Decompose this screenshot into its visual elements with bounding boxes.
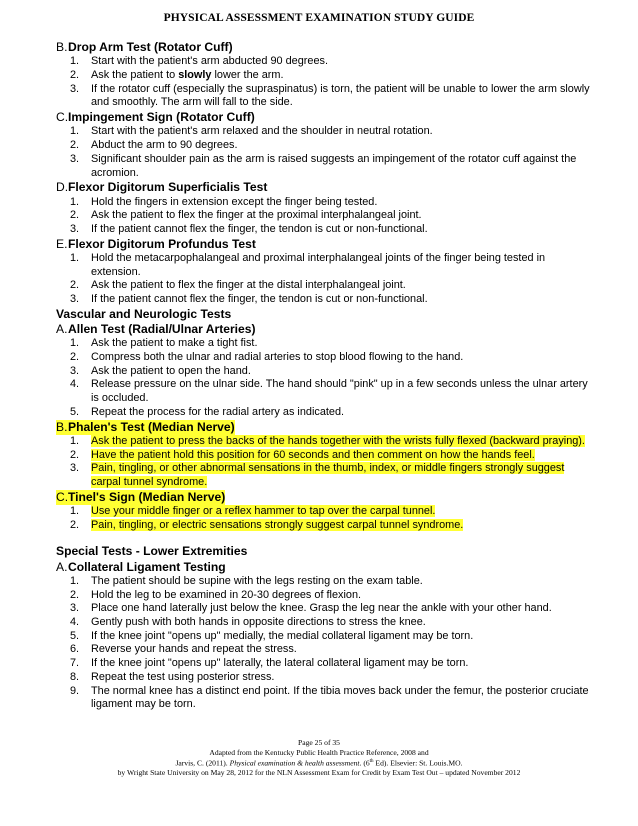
list-item (56, 337, 596, 351)
section-title: Collateral Ligament Testing (68, 559, 226, 574)
list-item (56, 223, 596, 237)
item-number: 2. (70, 279, 80, 292)
list-item (56, 449, 596, 463)
page-header: PHYSICAL ASSESSMENT EXAMINATION STUDY GUIDE (163, 12, 475, 24)
citation-publisher: Ed). Elsevier: St. Louis.MO. (373, 758, 463, 768)
collateral-steps (56, 575, 596, 712)
item-number: 3. (70, 82, 80, 95)
list-item (56, 69, 596, 83)
item-number: 2. (70, 139, 80, 152)
item-number: 2. (70, 448, 80, 461)
tinel-steps (56, 505, 596, 532)
item-text: Ask the patient to make a tight fist. (91, 337, 258, 350)
section-title: Drop Arm Test (Rotator Cuff) (68, 40, 233, 54)
list-item (56, 505, 596, 519)
list-item (56, 196, 596, 210)
item-number: 1. (70, 337, 80, 350)
item-text: If the knee joint "opens up" medially, the medial collateral ligament may be torn. (91, 629, 474, 642)
list-item (56, 252, 596, 279)
allen-steps (56, 337, 596, 419)
section-letter: C. (56, 489, 69, 504)
page-number: Page 25 of 35 (298, 738, 340, 747)
list-item (56, 125, 596, 139)
item-number: 1. (70, 434, 80, 447)
footer-line-2 (0, 757, 638, 768)
drop-arm-steps (56, 55, 596, 110)
list-item (56, 365, 596, 379)
item-text: Repeat the process for the radial artery as indicated. (91, 405, 345, 418)
phalen-steps (56, 435, 596, 490)
list-item (56, 279, 596, 293)
item-text (91, 435, 596, 449)
list-item (56, 83, 596, 110)
list-item (56, 575, 596, 589)
item-text: Gently push with both hands in opposite directions to stress the knee. (91, 616, 426, 629)
item-number: 2. (70, 209, 80, 222)
highlighted-text: Have the patient hold this position for 60 seconds and then comment on how the hands feel. (91, 448, 535, 461)
section-phalens-test (56, 420, 596, 435)
section-title: Flexor Digitorum Profundus Test (68, 236, 256, 251)
item-text: The patient should be supine with the legs resting on the exam table. (91, 574, 423, 587)
list-item (56, 602, 596, 616)
section-letter: A. (56, 559, 68, 574)
item-number: 1. (70, 195, 80, 208)
list-item (56, 519, 596, 533)
list-item (56, 671, 596, 685)
profundus-steps (56, 252, 596, 307)
vascular-neurologic-heading: Vascular and Neurologic Tests (56, 306, 232, 321)
item-text: Hold the fingers in extension except the finger being tested. (91, 195, 378, 208)
item-text: Ask the patient to flex the finger at the proximal interphalangeal joint. (91, 209, 422, 222)
item-text: The normal knee has a distinct end point. If the tibia moves back under the femur, the posterior cruciate ligament may be torn. (91, 684, 589, 711)
section-letter: B. (56, 40, 68, 54)
list-item (56, 462, 596, 489)
item-text: If the rotator cuff (especially the supraspinatus) is torn, the patient will be unable to lower the arm slowly and smoothly. The arm will fall to the side. (91, 82, 590, 109)
list-item (56, 153, 596, 180)
section-letter: C. (56, 110, 69, 125)
list-item (56, 209, 596, 223)
section-letter: D. (56, 180, 69, 195)
item-text: Start with the patient's arm abducted 90 degrees. (91, 55, 328, 68)
item-number: 4. (70, 378, 80, 391)
item-number: 5. (70, 405, 80, 418)
list-item (56, 643, 596, 657)
section-title: Allen Test (Radial/Ulnar Arteries) (68, 322, 256, 337)
list-item (56, 630, 596, 644)
item-number: 2. (70, 351, 80, 364)
item-text (91, 462, 596, 489)
highlight-mark (56, 420, 235, 435)
item-text-part: Ask the patient to (91, 69, 179, 81)
item-text: If the patient cannot flex the finger, the tendon is cut or non-functional. (91, 222, 428, 235)
item-text (91, 69, 596, 83)
item-number: 3. (70, 152, 80, 165)
item-number: 3. (70, 602, 80, 615)
item-number: 3. (70, 364, 80, 377)
item-number: 2. (70, 518, 80, 531)
item-text: Compress both the ulnar and radial arteries to stop blood flowing to the hand. (91, 351, 464, 364)
section-title: Tinel's Sign (Median Nerve) (68, 489, 226, 504)
item-text: If the patient cannot flex the finger, the tendon is cut or non-functional. (91, 293, 428, 306)
item-number: 2. (70, 69, 80, 81)
list-item (56, 55, 596, 69)
item-number: 3. (70, 222, 80, 235)
highlighted-text: Ask the patient to press the backs of the hands together with the wrists fully flexed (backward praying). (91, 434, 585, 447)
list-item (56, 589, 596, 603)
footer-line-1: Adapted from the Kentucky Public Health Practice Reference, 2008 and (209, 747, 429, 757)
item-text: Hold the metacarpophalangeal and proximal interphalangeal joints of the finger being tested in extension. (91, 251, 546, 278)
item-number: 4. (70, 616, 80, 629)
section-allen-test (56, 322, 596, 337)
item-number: 5. (70, 629, 80, 642)
highlighted-text: Pain, tingling, or other abnormal sensations in the thumb, index, or middle fingers strongly suggest carpal tunnel syndrome. (91, 462, 565, 488)
item-number: 1. (70, 504, 80, 517)
item-text: Release pressure on the ulnar side. The hand should "pink" up in a few seconds unless the ulnar artery is occluded. (91, 378, 588, 405)
list-item (56, 293, 596, 307)
citation-part: . (6 (359, 758, 370, 768)
item-number: 2. (70, 588, 80, 601)
section-drop-arm-test (56, 40, 596, 55)
list-item (56, 685, 596, 712)
section-title: Impingement Sign (Rotator Cuff) (68, 110, 255, 125)
item-number: 1. (70, 574, 80, 587)
item-text (91, 519, 596, 533)
list-item (56, 378, 596, 405)
citation-author: Jarvis, C. (2011). (175, 758, 230, 768)
item-number: 1. (70, 55, 80, 68)
special-tests-heading: Special Tests - Lower Extremities (56, 544, 248, 559)
section-title: Flexor Digitorum Superficialis Test (68, 180, 268, 195)
section-flexor-superficialis (56, 180, 596, 195)
item-text (91, 505, 596, 519)
section-title: Phalen's Test (Median Nerve) (68, 419, 235, 434)
page-content (56, 40, 596, 712)
emphasis-slowly: slowly (178, 69, 212, 81)
highlighted-text: Pain, tingling, or electric sensations strongly suggest carpal tunnel syndrome. (91, 518, 464, 531)
item-number: 6. (70, 643, 80, 656)
list-item (56, 657, 596, 671)
item-number: 8. (70, 670, 80, 683)
highlighted-text: Use your middle finger or a reflex hammer to tap over the carpal tunnel. (91, 504, 436, 517)
item-text (91, 449, 596, 463)
list-item (56, 139, 596, 153)
item-text: Start with the patient's arm relaxed and the shoulder in neutral rotation. (91, 125, 433, 138)
item-text: Hold the leg to be examined in 20-30 degrees of flexion. (91, 588, 362, 601)
spacer (56, 532, 596, 544)
citation-superscript: th (369, 759, 374, 765)
section-letter: E. (56, 236, 68, 251)
item-number: 9. (70, 684, 80, 697)
item-number: 7. (70, 657, 80, 670)
list-item (56, 616, 596, 630)
section-flexor-profundus (56, 237, 596, 252)
highlight-mark (56, 490, 225, 505)
section-impingement-sign (56, 110, 596, 125)
list-item (56, 351, 596, 365)
section-letter: B. (56, 419, 68, 434)
page-footer (0, 738, 638, 778)
item-text-part: lower the arm. (211, 69, 284, 81)
section-letter: A. (56, 322, 68, 337)
item-text: Abduct the arm to 90 degrees. (91, 139, 238, 152)
item-text: Ask the patient to flex the finger at the distal interphalangeal joint. (91, 279, 406, 292)
section-collateral-ligament (56, 560, 596, 575)
item-text: Place one hand laterally just below the knee. Grasp the leg near the ankle with your other hand. (91, 602, 552, 615)
list-item (56, 435, 596, 449)
item-text: Repeat the test using posterior stress. (91, 670, 275, 683)
item-number: 3. (70, 293, 80, 306)
item-number: 3. (70, 462, 80, 475)
list-item (56, 406, 596, 420)
item-number: 1. (70, 251, 80, 264)
section-tinels-sign (56, 490, 596, 505)
footer-line-3: by Wright State University on May 28, 2012 for the NLN Assessment Exam for Credit by Exam Test Out – updated November 2012 (117, 768, 521, 778)
item-text: If the knee joint "opens up" laterally, the lateral collateral ligament may be torn. (91, 657, 469, 670)
impingement-steps (56, 125, 596, 180)
item-text: Significant shoulder pain as the arm is raised suggests an impingement of the rotator cuff against the acromion. (91, 152, 577, 179)
superficialis-steps (56, 196, 596, 237)
item-number: 1. (70, 125, 80, 138)
item-text: Reverse your hands and repeat the stress. (91, 643, 297, 656)
citation-title: Physical examination & health assessment (229, 758, 360, 768)
item-text: Ask the patient to open the hand. (91, 364, 251, 377)
